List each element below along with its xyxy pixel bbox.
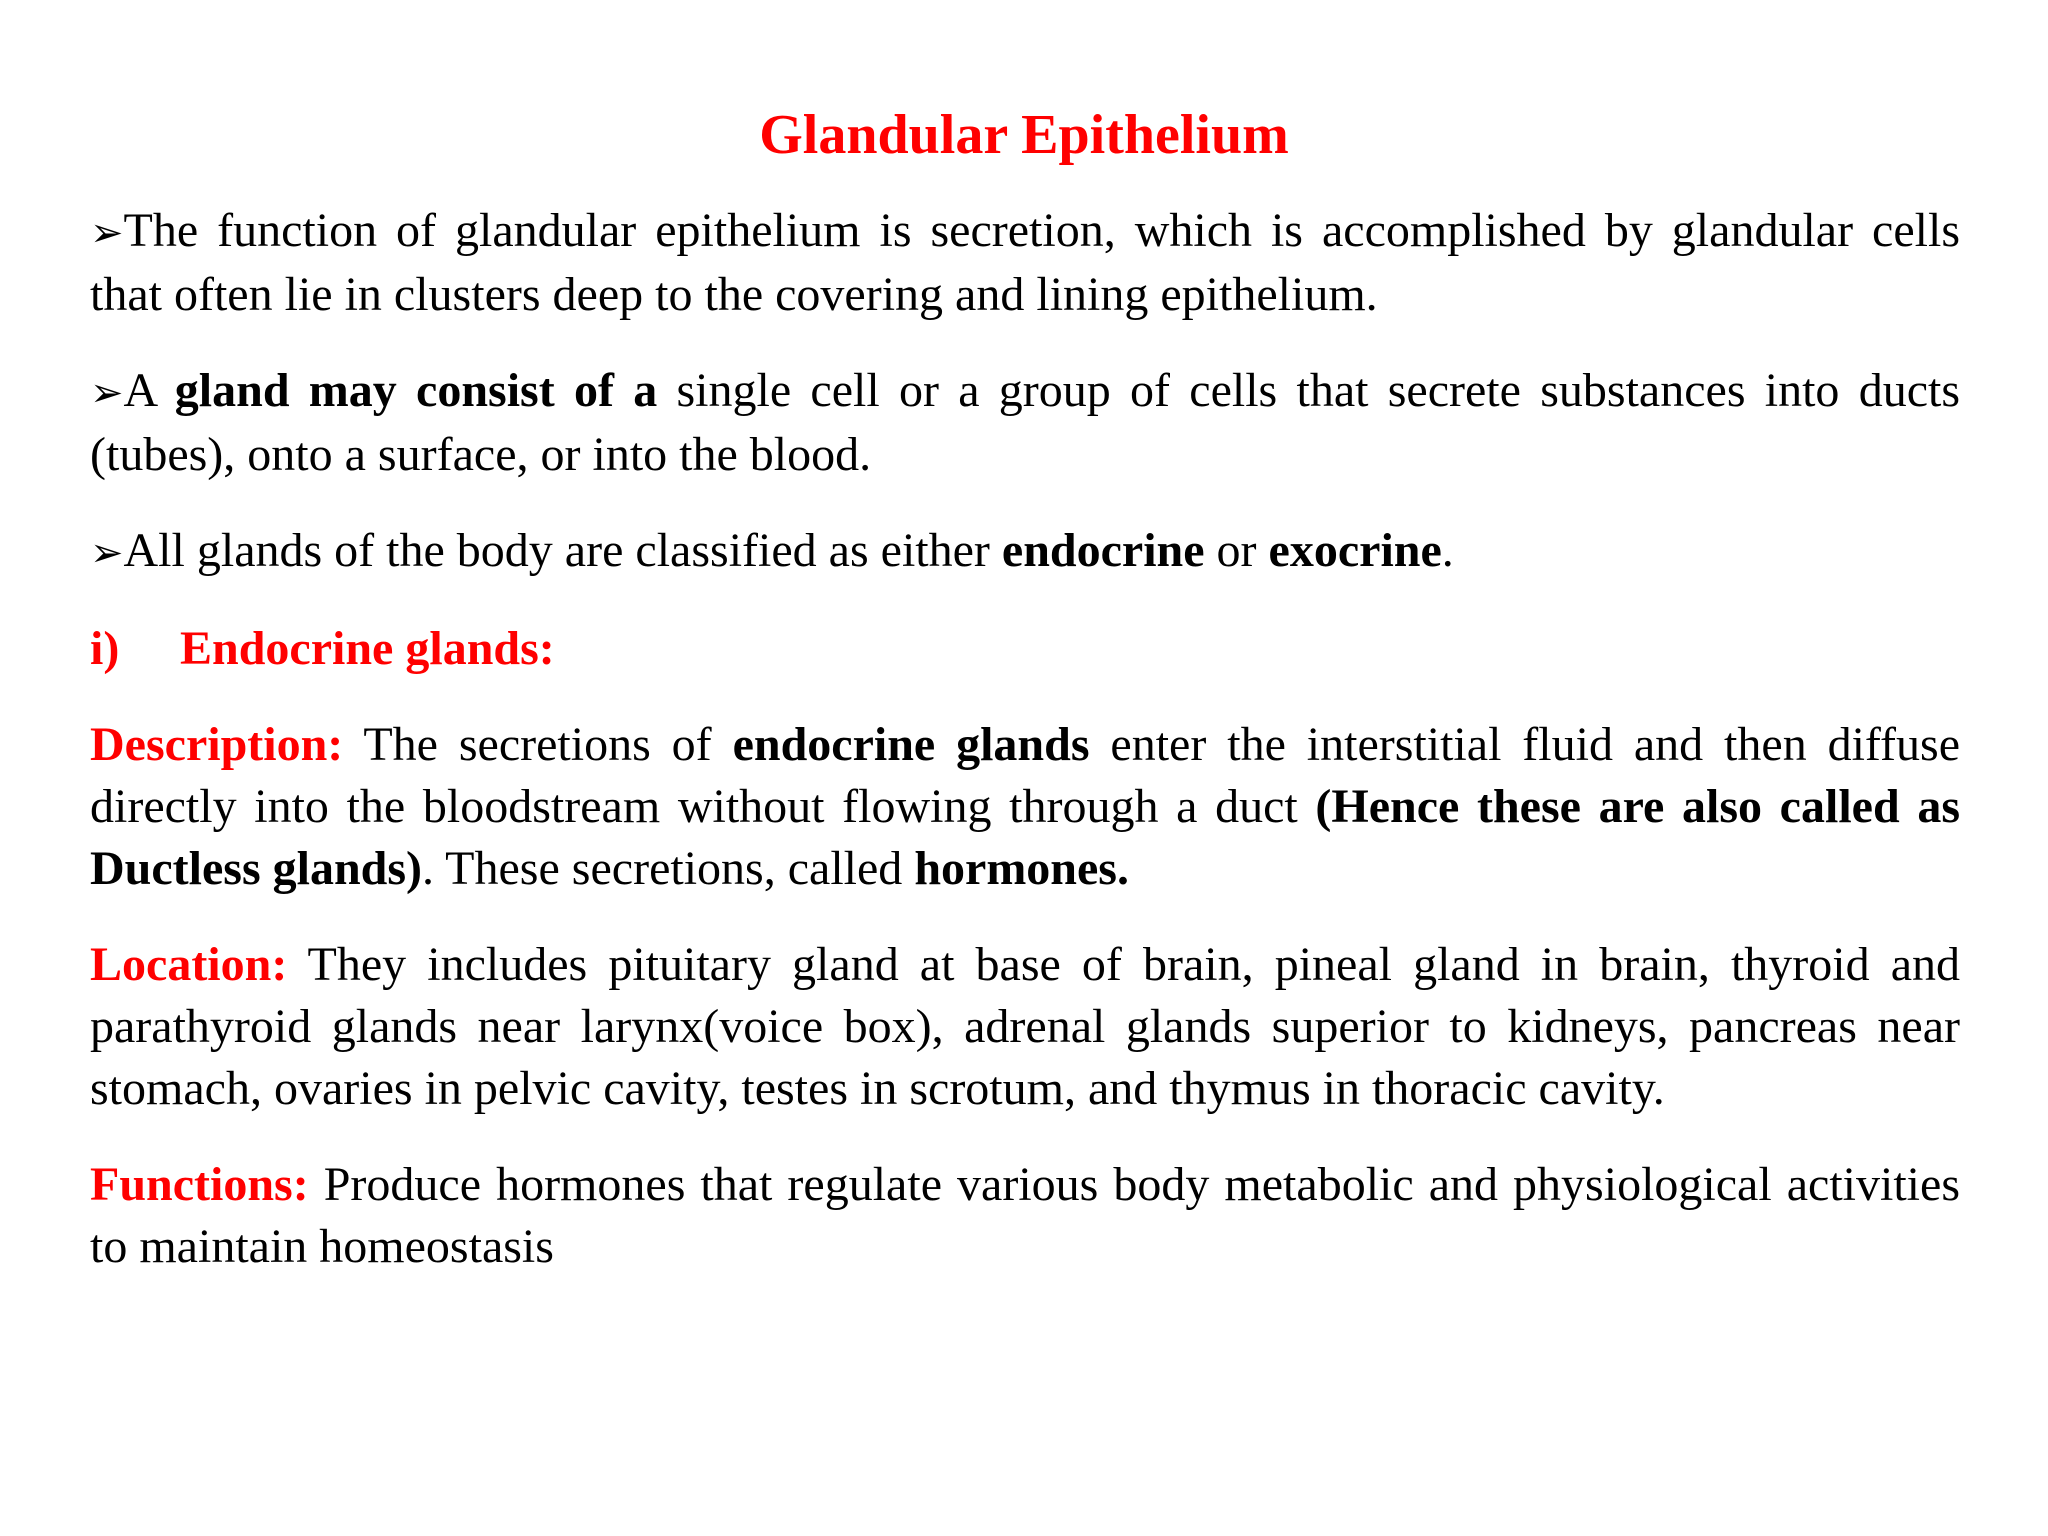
arrowhead-bullet-icon: ➢ <box>90 530 124 576</box>
bullet-classification-post: . <box>1441 524 1454 577</box>
term-exocrine: exocrine <box>1268 524 1442 577</box>
functions-text: Produce hormones that regulate various body metabolic and physiological activities to maintain homeostasis <box>90 1158 1960 1273</box>
description-text-2: enter the interstitial fluid and then diffuse directly into the bloodstream without flowing through a duct <box>90 718 1961 833</box>
bullet-gland-definition <box>90 360 1960 486</box>
slide-content <box>90 200 1960 1312</box>
functions-paragraph <box>90 1154 1960 1278</box>
description-text-1: The secretions of <box>343 718 733 771</box>
description-bold-3: hormones. <box>914 842 1129 895</box>
bullet-classification <box>90 520 1960 584</box>
section-heading-endocrine <box>90 618 1960 680</box>
description-bold-1: endocrine glands <box>732 718 1090 771</box>
bullet-function <box>90 200 1960 326</box>
description-text-3: . These secretions, called <box>422 842 915 895</box>
description-label: Description: <box>90 718 344 771</box>
location-paragraph <box>90 934 1960 1120</box>
description-bold-2: (Hence these are also called as Ductless glands) <box>90 780 1961 895</box>
section-number: i) <box>90 622 120 675</box>
location-label: Location: <box>90 938 288 991</box>
bullet-gland-pre: A <box>123 364 175 417</box>
bullet-classification-mid: or <box>1204 524 1269 577</box>
description-paragraph <box>90 714 1960 900</box>
bullet-function-text: The function of glandular epithelium is secretion, which is accomplished by glandular cells that often lie in clusters deep to the covering and lining epithelium. <box>90 204 1960 321</box>
location-text: They includes pituitary gland at base of brain, pineal gland in brain, thyroid and parathyroid glands near larynx(voice box), adrenal glands superior to kidneys, pancreas near stomach, ovaries in pelvic cavity, testes in scrotum, and thymus in thoracic cavity. <box>90 938 1960 1115</box>
functions-label: Functions: <box>90 1158 309 1211</box>
page-title: Glandular Epithelium <box>759 104 1289 166</box>
bullet-gland-post: single cell or a group of cells that secrete substances into ducts (tubes), onto a surface, or into the blood. <box>90 364 1961 481</box>
bullet-classification-pre: All glands of the body are classified as either <box>123 524 1002 577</box>
section-heading-text: Endocrine glands: <box>180 622 555 675</box>
arrowhead-bullet-icon: ➢ <box>90 210 124 256</box>
term-endocrine: endocrine <box>1001 524 1205 577</box>
bullet-gland-bold: gland may consist of a <box>174 364 658 417</box>
arrowhead-bullet-icon: ➢ <box>90 370 124 416</box>
